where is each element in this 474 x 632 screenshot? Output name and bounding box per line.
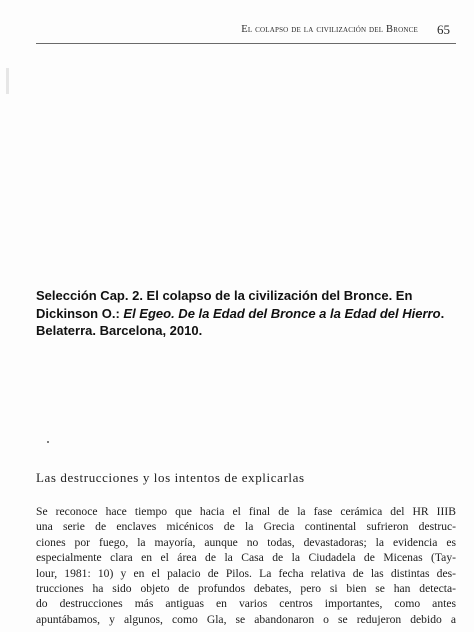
citation-lead: Selección Cap. 2. El colapso de la civilización del Bronce. En Dickinson O.:: [36, 288, 413, 321]
body-line: especialmente clara en el área de la Casa de la Ciudadela de Micenas (Tay-: [36, 551, 456, 565]
citation-tail: . Belaterra. Barcelona, 2010.: [36, 305, 445, 338]
page-number: 65: [437, 22, 450, 37]
citation-note: [36, 287, 450, 340]
header-rule: [36, 43, 456, 44]
body-line: trucciones ha sido objeto de profundos debates, pero si bien se han detecta-: [36, 582, 456, 596]
citation-work-title: El Egeo. De la Edad del Bronce a la Edad del Hierro: [123, 305, 441, 321]
scan-edge-mark: [6, 68, 9, 94]
body-line: Se reconoce hace tiempo que hacia el final de la fase cerámica del HR IIIB: [36, 505, 456, 518]
body-text: [36, 504, 456, 627]
section-heading: Las destrucciones y los intentos de explicarlas: [36, 470, 305, 485]
running-title: El colapso de la civilización del Bronce: [241, 24, 418, 35]
body-line: ciones por fuego, la mayoría, aunque no todas, devastadoras; la evidencia es: [36, 535, 456, 549]
body-line: lour, 1981: 10) y en el palacio de Pilos. La fecha relativa de las distintas des-: [36, 566, 456, 580]
body-line: apuntábamos, y algunos, como Gla, se abandonaron o se redujeron debido a: [36, 612, 456, 626]
body-line: do destrucciones más antiguas en varios centros importantes, como antes: [36, 597, 456, 611]
scan-speck: [47, 441, 49, 443]
body-line: una serie de enclaves micénicos de la Grecia continental sufrieron destruc-: [36, 520, 456, 534]
running-header: [36, 22, 456, 42]
